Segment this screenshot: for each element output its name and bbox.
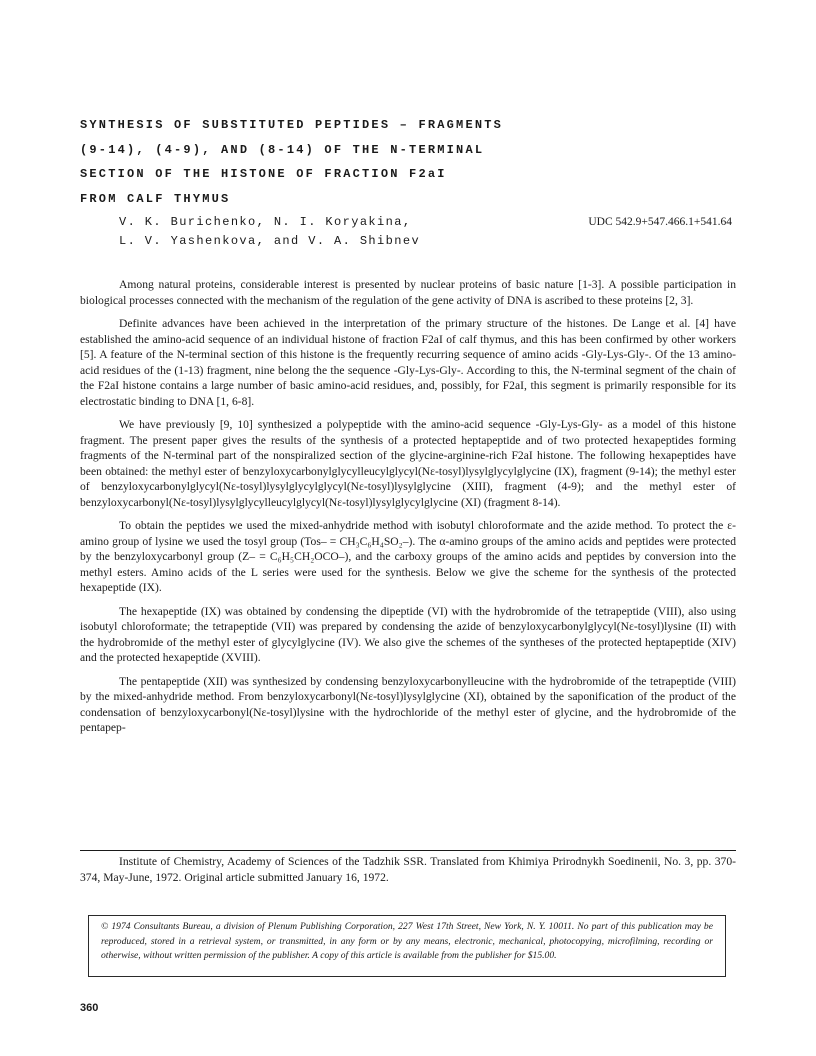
title-line: SECTION OF THE HISTONE OF FRACTION F2aI (80, 167, 447, 181)
title-line: (9-14), (4-9), AND (8-14) OF THE N-TERMINAL (80, 142, 485, 157)
body-paragraph: We have previously [9, 10] synthesized a polypeptide with the amino-acid sequence -Gly-Lys-Gly- as a model of this histone fragment. The present paper gives the results of the synthesis of a protected heptapeptide and of two protected hexapeptides forming fragments of the N-terminal part of the nonspiralized section of the glycine-arginine-rich F2aI histone. The following hexapeptides have been obtained: the methyl ester of benzyloxycarbonylglycylleucylglycyl(Nε-tosyl)lysylglycylglycine (IX), fragment (9-14); the methyl ester of benzyloxycarbonylglycyl(Nε-tosyl)lysylglycylglycyl(Nε-tosyl)lysylglycine (XIII), fragment (4-9); and the methyl ester of benzyloxycarbonyl(Nε-tosyl)lysylglycylleucylglycyl(Nε-tosyl)lysylglycylglycine (XI) (fragment 8-14). (80, 418, 736, 509)
body-paragraph: The hexapeptide (IX) was obtained by condensing the dipeptide (VI) with the hydrobromide of the tetrapeptide (VIII), also using isobutyl chloroformate; the tetrapeptide (VII) was prepared by condensing the azide of benzyloxycarbonylglycyl(Nε-tosyl)lysine (II) with the hydrobromide of the methyl ester of glycylglycine (IV). We also give the schemes of the syntheses of the protected heptapeptide (XIV) and the protected hexapeptide (XVIII). (80, 604, 736, 664)
author-list (119, 213, 420, 251)
body-paragraph: Definite advances have been achieved in the interpretation of the primary structure of the histones. De Lange et al. [4] have established the amino-acid sequence of an individual histone of fraction F2aI of calf thymus, and this has been confirmed by other workers [5]. A feature of the N-terminal section of this histone is the frequently recurring sequence of amino acids -Gly-Lys-Gly-. Of the 13 amino-acid residues of the (1-13) fragment, nine belong the the sequence -Gly-Lys-Gly-. According to this, the N-terminal segment of the chain of the F2aI histone contains a large number of basic amino-acid residues, and, possibly, for F2aI, this segment is primarily responsible for its electrostatic binding to DNA [1, 6-8]. (80, 317, 736, 408)
footnote-divider (80, 850, 736, 851)
body-paragraph: The pentapeptide (XII) was synthesized by condensing benzyloxycarbonylleucine with the hydrobromide of the tetrapeptide (VIII) by the mixed-anhydride method. From benzyloxycarbonyl(Nε-tosyl)lysylglycine (XI), obtained by the saponification of the product of the condensation of benzyloxycarbonyl(Nε-tosyl)lysine with the hydrochloride of the methyl ester of glycine, and the hydrobromide of the pentapep- (80, 674, 736, 734)
author-line: V. K. Burichenko, N. I. Koryakina, (119, 215, 412, 229)
body-paragraph: To obtain the peptides we used the mixed-anhydride method with isobutyl chloroformate and the azide method. To protect the ε-amino group of lysine we used the tosyl group (Tos– = CH₃C₆H₄SO₂–). The α-amino groups of the amino acids and peptides were protected by the benzyloxycarbonyl group (Z– = C₆H₅CH₂OCO–), and the carboxy groups of the amino acids and peptides by conversion into the methyl esters. Amino acids of the L series were used for the synthesis. Below we give the scheme for the synthesis of the protected hexapeptide (IX). (80, 519, 736, 594)
page-number: 360 (80, 1002, 99, 1014)
article-body (80, 277, 736, 744)
title-line: SYNTHESIS OF SUBSTITUTED PEPTIDES – FRAGMENTS (80, 118, 504, 132)
author-line: L. V. Yashenkova, and V. A. Shibnev (119, 234, 421, 248)
copyright-notice: © 1974 Consultants Bureau, a division of Plenum Publishing Corporation, 227 West 17th Street, New York, N. Y. 10011. No part of this publication may be reproduced, stored in a retrieval system, or transmitted, in any form or by any means, electronic, mechanical, photocopying, microfilming, recording or otherwise, without written permission of the publisher. A copy of this article is available from the publisher for $15.00. (88, 915, 726, 977)
udc-classification: UDC 542.9+547.466.1+541.64 (588, 216, 732, 228)
affiliation-footnote: Institute of Chemistry, Academy of Sciences of the Tadzhik SSR. Translated from Khimiya Prirodnykh Soedinenii, No. 3, pp. 370-374, May-June, 1972. Original article submitted January 16, 1972. (80, 855, 736, 884)
title-line: FROM CALF THYMUS (80, 191, 231, 206)
article-title (80, 113, 600, 211)
body-paragraph: Among natural proteins, considerable interest is presented by nuclear proteins of basic nature [1-3]. A possible participation in biological processes connected with the mechanism of the regulation of the gene activity of DNA is ascribed to these proteins [2, 3]. (80, 278, 736, 307)
